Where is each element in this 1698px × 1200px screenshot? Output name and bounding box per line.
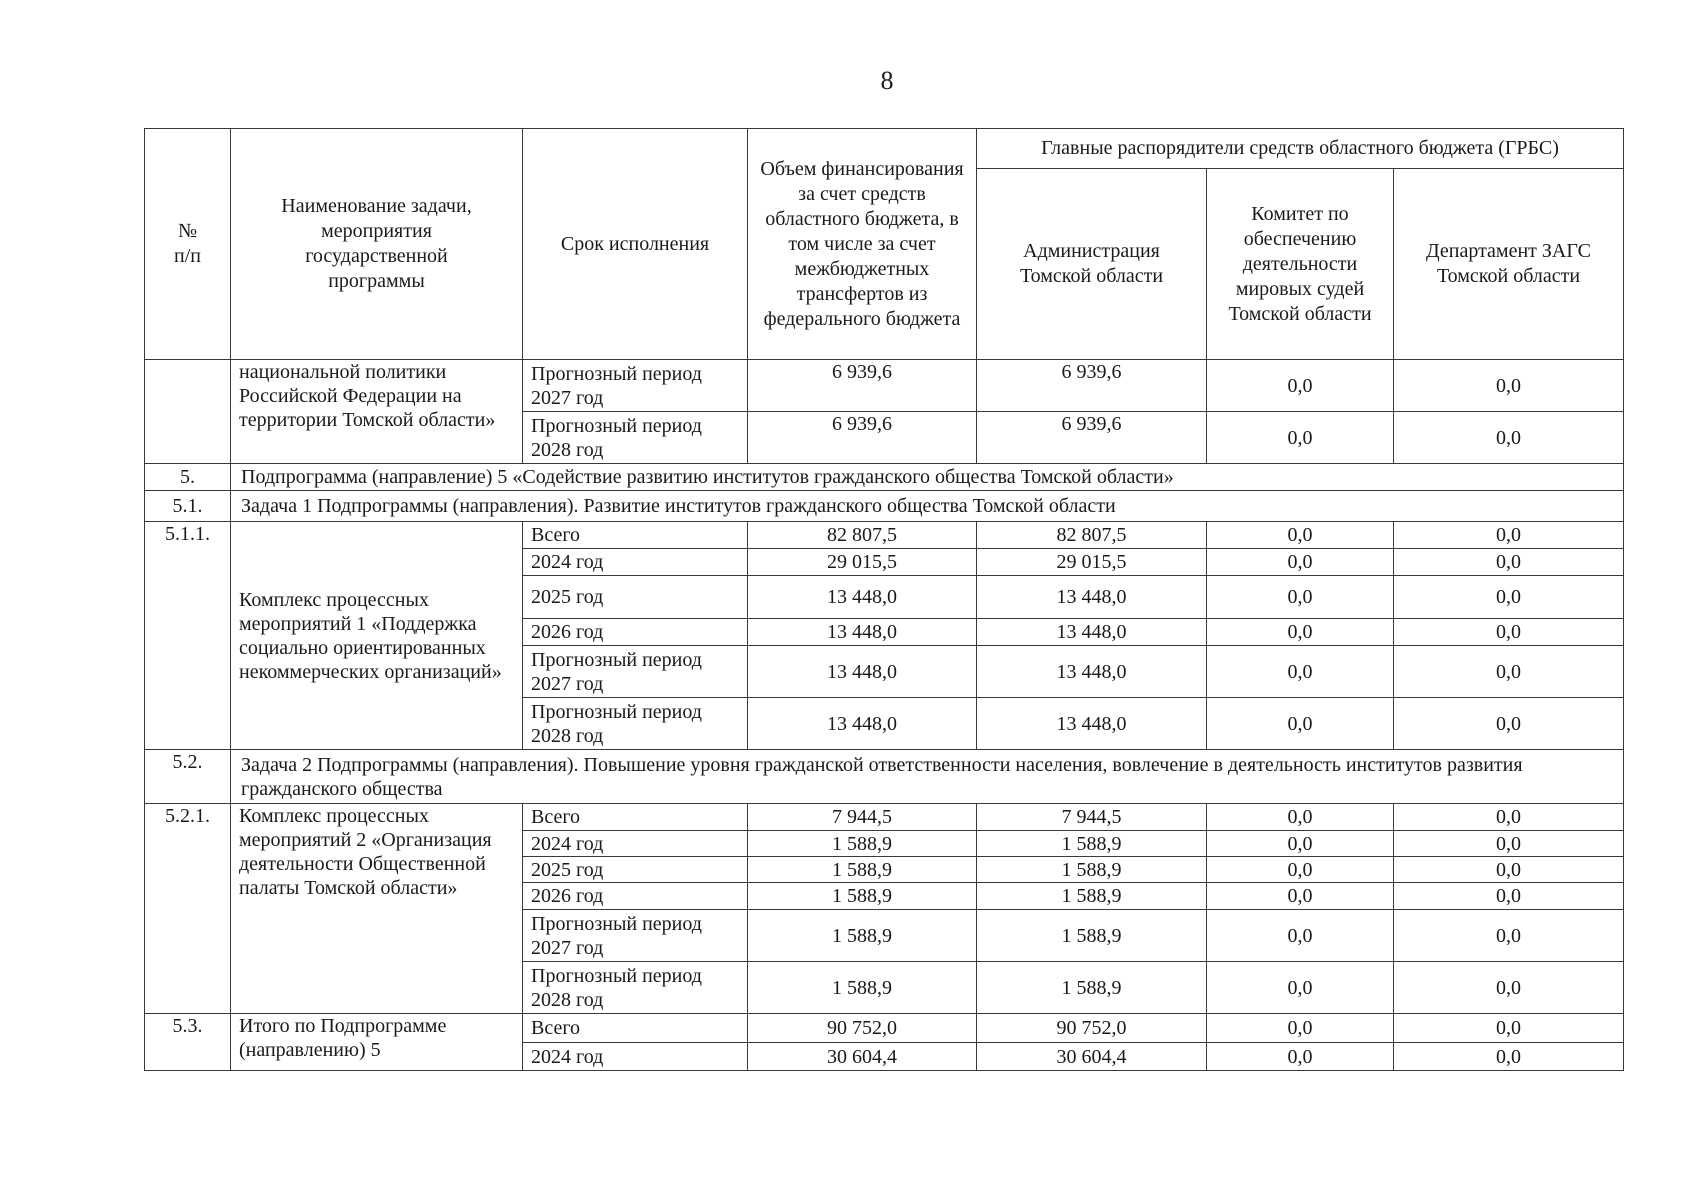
committee-cell: 0,0 [1207, 883, 1394, 910]
zags-cell: 0,0 [1394, 962, 1624, 1014]
zags-cell: 0,0 [1394, 804, 1624, 831]
admin-cell: 6 939,6 [977, 412, 1207, 464]
header-name: Наименование задачи, мероприятия государственной программы [231, 129, 523, 360]
zags-cell: 0,0 [1394, 522, 1624, 549]
term-cell: 2024 год [523, 549, 748, 576]
volume-cell: 1 588,9 [748, 831, 977, 857]
volume-cell: 1 588,9 [748, 883, 977, 910]
row-num: 5.2. [145, 750, 231, 804]
table-row [145, 1014, 1624, 1043]
committee-cell: 0,0 [1207, 522, 1394, 549]
row-num: 5. [145, 464, 231, 491]
admin-cell: 13 448,0 [977, 698, 1207, 750]
term-cell: Прогнозный период 2027 год [523, 360, 748, 412]
committee-cell: 0,0 [1207, 804, 1394, 831]
admin-cell: 13 448,0 [977, 646, 1207, 698]
committee-cell: 0,0 [1207, 549, 1394, 576]
zags-cell: 0,0 [1394, 1043, 1624, 1071]
zags-cell: 0,0 [1394, 576, 1624, 619]
header-term: Срок исполнения [523, 129, 748, 360]
term-cell: Всего [523, 522, 748, 549]
committee-cell: 0,0 [1207, 619, 1394, 646]
term-cell: 2024 год [523, 1043, 748, 1071]
table-row [145, 804, 1624, 831]
volume-cell: 6 939,6 [748, 360, 977, 412]
term-cell: Прогнозный период 2028 год [523, 412, 748, 464]
admin-cell: 13 448,0 [977, 576, 1207, 619]
row-num: 5.2.1. [145, 804, 231, 1014]
volume-cell: 7 944,5 [748, 804, 977, 831]
admin-cell: 6 939,6 [977, 360, 1207, 412]
term-cell: Прогнозный период 2028 год [523, 962, 748, 1014]
activity-name: Комплекс процессных мероприятий 2 «Организация деятельности Общественной палаты Томской области» [231, 804, 523, 1014]
committee-cell: 0,0 [1207, 962, 1394, 1014]
term-cell: Прогнозный период 2028 год [523, 698, 748, 750]
header-zags: Департамент ЗАГС Томской области [1394, 169, 1624, 360]
volume-cell: 82 807,5 [748, 522, 977, 549]
zags-cell: 0,0 [1394, 1014, 1624, 1043]
volume-cell: 13 448,0 [748, 698, 977, 750]
zags-cell: 0,0 [1394, 831, 1624, 857]
admin-cell: 1 588,9 [977, 883, 1207, 910]
header-volume: Объем финансирования за счет средств областного бюджета, в том числе за счет межбюджетных трансфертов из федерального бюджета [748, 129, 977, 360]
committee-cell: 0,0 [1207, 910, 1394, 962]
admin-cell: 7 944,5 [977, 804, 1207, 831]
admin-cell: 13 448,0 [977, 619, 1207, 646]
admin-cell: 82 807,5 [977, 522, 1207, 549]
zags-cell: 0,0 [1394, 857, 1624, 883]
committee-cell: 0,0 [1207, 576, 1394, 619]
term-cell: Всего [523, 1014, 748, 1043]
total-name: Итого по Подпрограмме (направлению) 5 [231, 1014, 523, 1071]
admin-cell: 1 588,9 [977, 962, 1207, 1014]
term-cell: Прогнозный период 2027 год [523, 646, 748, 698]
volume-cell: 6 939,6 [748, 412, 977, 464]
volume-cell: 13 448,0 [748, 619, 977, 646]
table-row [145, 522, 1624, 549]
admin-cell: 29 015,5 [977, 549, 1207, 576]
committee-cell: 0,0 [1207, 857, 1394, 883]
row-num: 5.3. [145, 1014, 231, 1071]
volume-cell: 1 588,9 [748, 962, 977, 1014]
zags-cell: 0,0 [1394, 698, 1624, 750]
committee-cell: 0,0 [1207, 1014, 1394, 1043]
committee-cell: 0,0 [1207, 831, 1394, 857]
header-grbs: Главные распорядители средств областного бюджета (ГРБС) [977, 129, 1624, 169]
budget-table [144, 128, 1624, 1071]
header-committee: Комитет по обеспечению деятельности мировых судей Томской области [1207, 169, 1394, 360]
volume-cell: 30 604,4 [748, 1043, 977, 1071]
volume-cell: 90 752,0 [748, 1014, 977, 1043]
task-title: Задача 2 Подпрограммы (направления). Повышение уровня гражданской ответственности населения, вовлечение в деятельность институтов развития гражданского общества [231, 750, 1624, 804]
row-num: 5.1. [145, 491, 231, 522]
zags-cell: 0,0 [1394, 549, 1624, 576]
admin-cell: 1 588,9 [977, 857, 1207, 883]
table-row [145, 360, 1624, 412]
volume-cell: 13 448,0 [748, 576, 977, 619]
admin-cell: 30 604,4 [977, 1043, 1207, 1071]
zags-cell: 0,0 [1394, 619, 1624, 646]
zags-cell: 0,0 [1394, 646, 1624, 698]
admin-cell: 90 752,0 [977, 1014, 1207, 1043]
zags-cell: 0,0 [1394, 910, 1624, 962]
committee-cell: 0,0 [1207, 1043, 1394, 1071]
subprogram-row [145, 464, 1624, 491]
header-admin: Администрация Томской области [977, 169, 1207, 360]
row-num: 5.1.1. [145, 522, 231, 750]
zags-cell: 0,0 [1394, 883, 1624, 910]
task-title: Задача 1 Подпрограммы (направления). Развитие институтов гражданского общества Томской области [231, 491, 1624, 522]
admin-cell: 1 588,9 [977, 910, 1207, 962]
zags-cell: 0,0 [1394, 412, 1624, 464]
term-cell: Прогнозный период 2027 год [523, 910, 748, 962]
activity-name: Комплекс процессных мероприятий 1 «Поддержка социально ориентированных некоммерческих организаций» [231, 522, 523, 750]
committee-cell: 0,0 [1207, 412, 1394, 464]
term-cell: 2025 год [523, 857, 748, 883]
task-row [145, 750, 1624, 804]
task-row [145, 491, 1624, 522]
subprogram-title: Подпрограмма (направление) 5 «Содействие развитию институтов гражданского общества Томской области» [231, 464, 1624, 491]
term-cell: 2026 год [523, 619, 748, 646]
volume-cell: 13 448,0 [748, 646, 977, 698]
cont-name: национальной политики Российской Федерации на территории Томской области» [231, 360, 523, 464]
term-cell: 2024 год [523, 831, 748, 857]
header-num: № п/п [145, 129, 231, 360]
committee-cell: 0,0 [1207, 360, 1394, 412]
zags-cell: 0,0 [1394, 360, 1624, 412]
term-cell: 2026 год [523, 883, 748, 910]
admin-cell: 1 588,9 [977, 831, 1207, 857]
page-number: 8 [880, 66, 894, 95]
volume-cell: 1 588,9 [748, 910, 977, 962]
committee-cell: 0,0 [1207, 698, 1394, 750]
volume-cell: 1 588,9 [748, 857, 977, 883]
volume-cell: 29 015,5 [748, 549, 977, 576]
term-cell: 2025 год [523, 576, 748, 619]
committee-cell: 0,0 [1207, 646, 1394, 698]
term-cell: Всего [523, 804, 748, 831]
